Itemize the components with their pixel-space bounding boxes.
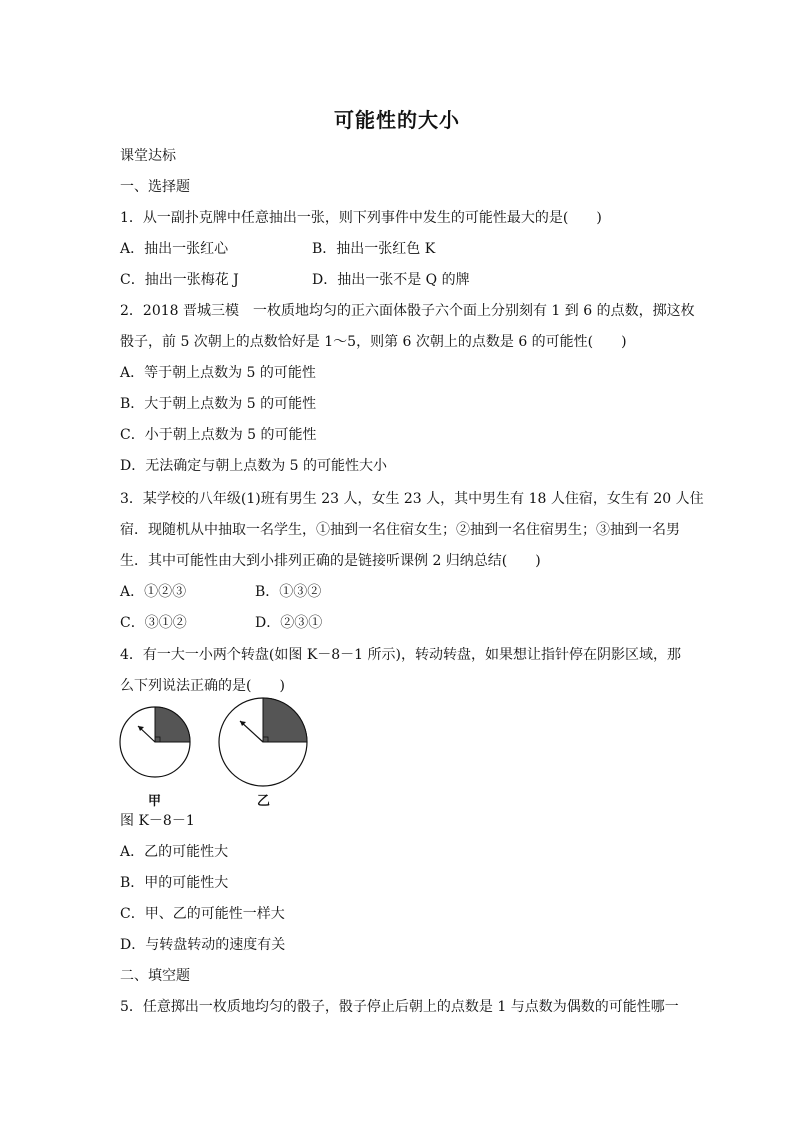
spinner-yi-label: 乙 — [257, 794, 271, 809]
section-heading: 课堂达标 — [120, 148, 176, 164]
q2-option-a: A．等于朝上点数为 5 的可能性 — [120, 365, 316, 381]
page-title: 可能性的大小 — [334, 108, 460, 132]
q1-option-c: C．抽出一张梅花 J — [120, 272, 239, 288]
q4-option-c: C．甲、乙的可能性一样大 — [120, 906, 285, 922]
q2-stem-line2: 骰子，前 5 次朝上的点数恰好是 1～5，则第 6 次朝上的点数是 6 的可能性( ) — [120, 334, 627, 350]
q2-option-c: C．小于朝上点数为 5 的可能性 — [120, 427, 317, 443]
q2-option-d: D．无法确定与朝上点数为 5 的可能性大小 — [120, 458, 388, 474]
figure-caption: 图 K－8－1 — [120, 813, 195, 829]
q4-option-a: A．乙的可能性大 — [120, 844, 229, 860]
q4-option-b: B．甲的可能性大 — [120, 875, 229, 891]
q1-option-a: A．抽出一张红心 — [120, 241, 229, 257]
q3-option-a: A．①②③ — [120, 584, 187, 600]
q4-option-d: D．与转盘转动的速度有关 — [120, 937, 286, 953]
q1-option-b: B．抽出一张红色 K — [312, 241, 436, 257]
spinner-jia-label: 甲 — [148, 794, 162, 809]
q1-stem: 1．从一副扑克牌中任意抽出一张，则下列事件中发生的可能性最大的是( ) — [120, 210, 602, 226]
q4-stem-line1: 4．有一大一小两个转盘(如图 K－8－1 所示)，转动转盘，如果想让指针停在阴影区域，那 — [120, 647, 682, 663]
spinners-svg — [118, 696, 318, 796]
q4-stem-line2: 么下列说法正确的是( ) — [120, 678, 285, 694]
q1-option-d: D．抽出一张不是 Q 的牌 — [312, 272, 470, 288]
q3-stem-line1: 3．某学校的八年级(1)班有男生 23 人，女生 23 人，其中男生有 18 人住宿，女生有 20 人住 — [120, 491, 704, 507]
q3-stem-line2: 宿．现随机从中抽取一名学生，①抽到一名住宿女生；②抽到一名住宿男生；③抽到一名男 — [120, 522, 680, 538]
q2-stem-line1: 2．2018 晋城三模 一枚质地均匀的正六面体骰子六个面上分别刻有 1 到 6 的点数，掷这枚 — [120, 303, 695, 319]
spinner-yi — [219, 698, 307, 786]
q3-option-c: C．③①② — [120, 615, 187, 631]
q3-stem-line3: 生．其中可能性由大到小排列正确的是链接听课例 2 归纳总结( ) — [120, 553, 541, 569]
q3-option-b: B．①③② — [255, 584, 322, 600]
part-heading-choice: 一、选择题 — [120, 179, 190, 195]
spinner-figure — [118, 696, 318, 811]
spinner-jia — [120, 707, 190, 777]
q5-stem-line1: 5．任意掷出一枚质地均匀的骰子，骰子停止后朝上的点数是 1 与点数为偶数的可能性哪一 — [120, 999, 679, 1015]
spinner-yi-shaded-quarter — [263, 698, 307, 742]
q3-option-d: D．②③① — [255, 615, 323, 631]
part-heading-fill: 二、填空题 — [120, 968, 190, 984]
q2-option-b: B．大于朝上点数为 5 的可能性 — [120, 396, 317, 412]
